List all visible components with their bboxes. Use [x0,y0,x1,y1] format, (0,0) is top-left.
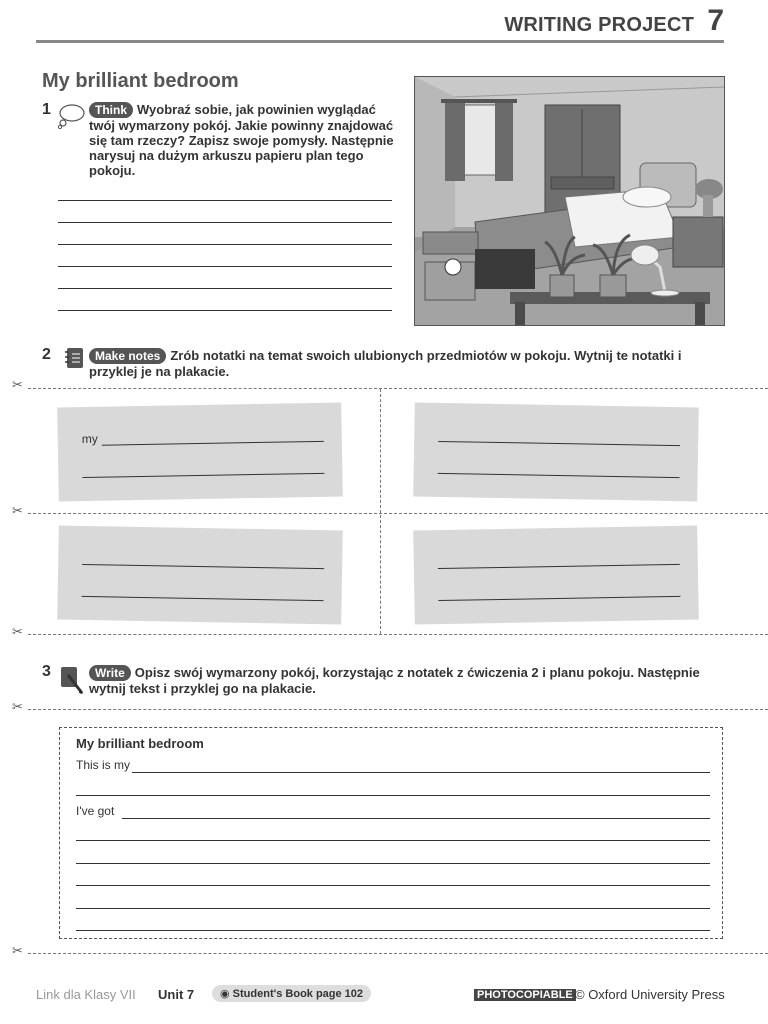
exercise-2-instruction [89,348,709,379]
writing-line[interactable] [76,795,710,796]
exercise-3-instruction [89,665,719,696]
page-title: My brilliant bedroom [42,70,239,92]
bedroom-illustration [414,76,725,326]
writing-line[interactable] [58,310,392,311]
exercise-2-number: 2 [42,346,51,363]
writing-line[interactable] [58,200,392,201]
note-card[interactable] [413,403,699,502]
note-card[interactable] [57,526,343,625]
ive-got-prefix: I've got [76,804,115,818]
cut-line [28,513,768,514]
writing-line[interactable] [76,930,710,931]
note-card[interactable] [57,403,343,502]
writing-line[interactable] [132,772,710,773]
writing-line[interactable] [76,863,710,864]
exercise-2-text: Zrób notatki na temat swoich ulubionych przedmiotów w pokoju. Wytnij te notatki i przyklej je na plakacie. [89,348,682,379]
exercise-3-text: Opisz swój wymarzony pokój, korzystając z notatek z ćwiczenia 2 i planu pokoju. Następnie wytnij tekst i przyklej go na plakacie. [89,665,700,696]
exercise-3-number: 3 [42,663,51,680]
write-badge: Write [89,665,131,681]
pencil-icon [60,665,84,700]
writing-line[interactable] [76,908,710,909]
writing-box [59,727,723,939]
scissors-icon: ✂ [12,624,23,639]
exercise-1-instruction [89,102,399,178]
writing-line[interactable] [76,885,710,886]
publisher: © Oxford University Press [575,987,725,1002]
students-book-label: Student's Book page 102 [232,988,364,1000]
photocopiable-badge: PHOTOCOPIABLE [474,989,576,1001]
scissors-icon: ✂ [12,503,23,518]
cut-line-vertical [380,389,381,634]
section-title: WRITING PROJECT [504,14,694,36]
writing-line[interactable] [82,596,324,601]
students-book-link[interactable] [212,985,371,1002]
writing-line[interactable] [122,818,710,819]
exercise-1-text: Wyobraź sobie, jak powinien wyglądać twój wymarzony pokój. Jakie powinny znajdować się tam rzeczy? Zapisz swoje pomysły. Następnie narysuj na dużym arkuszu papieru plan tego pokoju. [89,102,394,178]
writing-line[interactable] [58,266,392,267]
book-name: Link dla Klasy VII [36,987,136,1002]
this-is-my-prefix: This is my [76,758,130,772]
writing-line[interactable] [438,596,680,601]
writing-line[interactable] [58,288,392,289]
make-notes-badge: Make notes [89,348,166,364]
unit-number: 7 [707,4,724,37]
writing-line[interactable] [438,564,680,569]
cut-line [28,709,768,710]
cut-line [28,634,768,635]
unit-label: Unit 7 [158,987,195,1002]
writing-box-title: My brilliant bedroom [76,736,204,751]
cut-line [28,953,768,954]
exercise-1-writing-lines [58,200,392,311]
exercise-1-number: 1 [42,101,51,118]
think-bubble-icon [57,103,85,134]
scissors-icon: ✂ [12,943,23,958]
header-rule [36,40,724,43]
writing-line[interactable] [58,222,392,223]
writing-line[interactable] [438,473,680,478]
note-prefix: my [81,431,98,447]
eye-icon: ◉ [220,988,230,1000]
think-badge: Think [89,102,133,118]
notebook-icon [64,347,84,374]
writing-line[interactable] [58,244,392,245]
scissors-icon: ✂ [12,699,23,714]
writing-line[interactable] [82,564,324,569]
writing-line[interactable] [82,473,324,478]
writing-line[interactable] [438,441,680,446]
writing-line[interactable] [102,441,324,446]
note-card[interactable] [413,526,699,625]
cut-line [28,388,768,389]
scissors-icon: ✂ [12,377,23,392]
writing-line[interactable] [76,840,710,841]
